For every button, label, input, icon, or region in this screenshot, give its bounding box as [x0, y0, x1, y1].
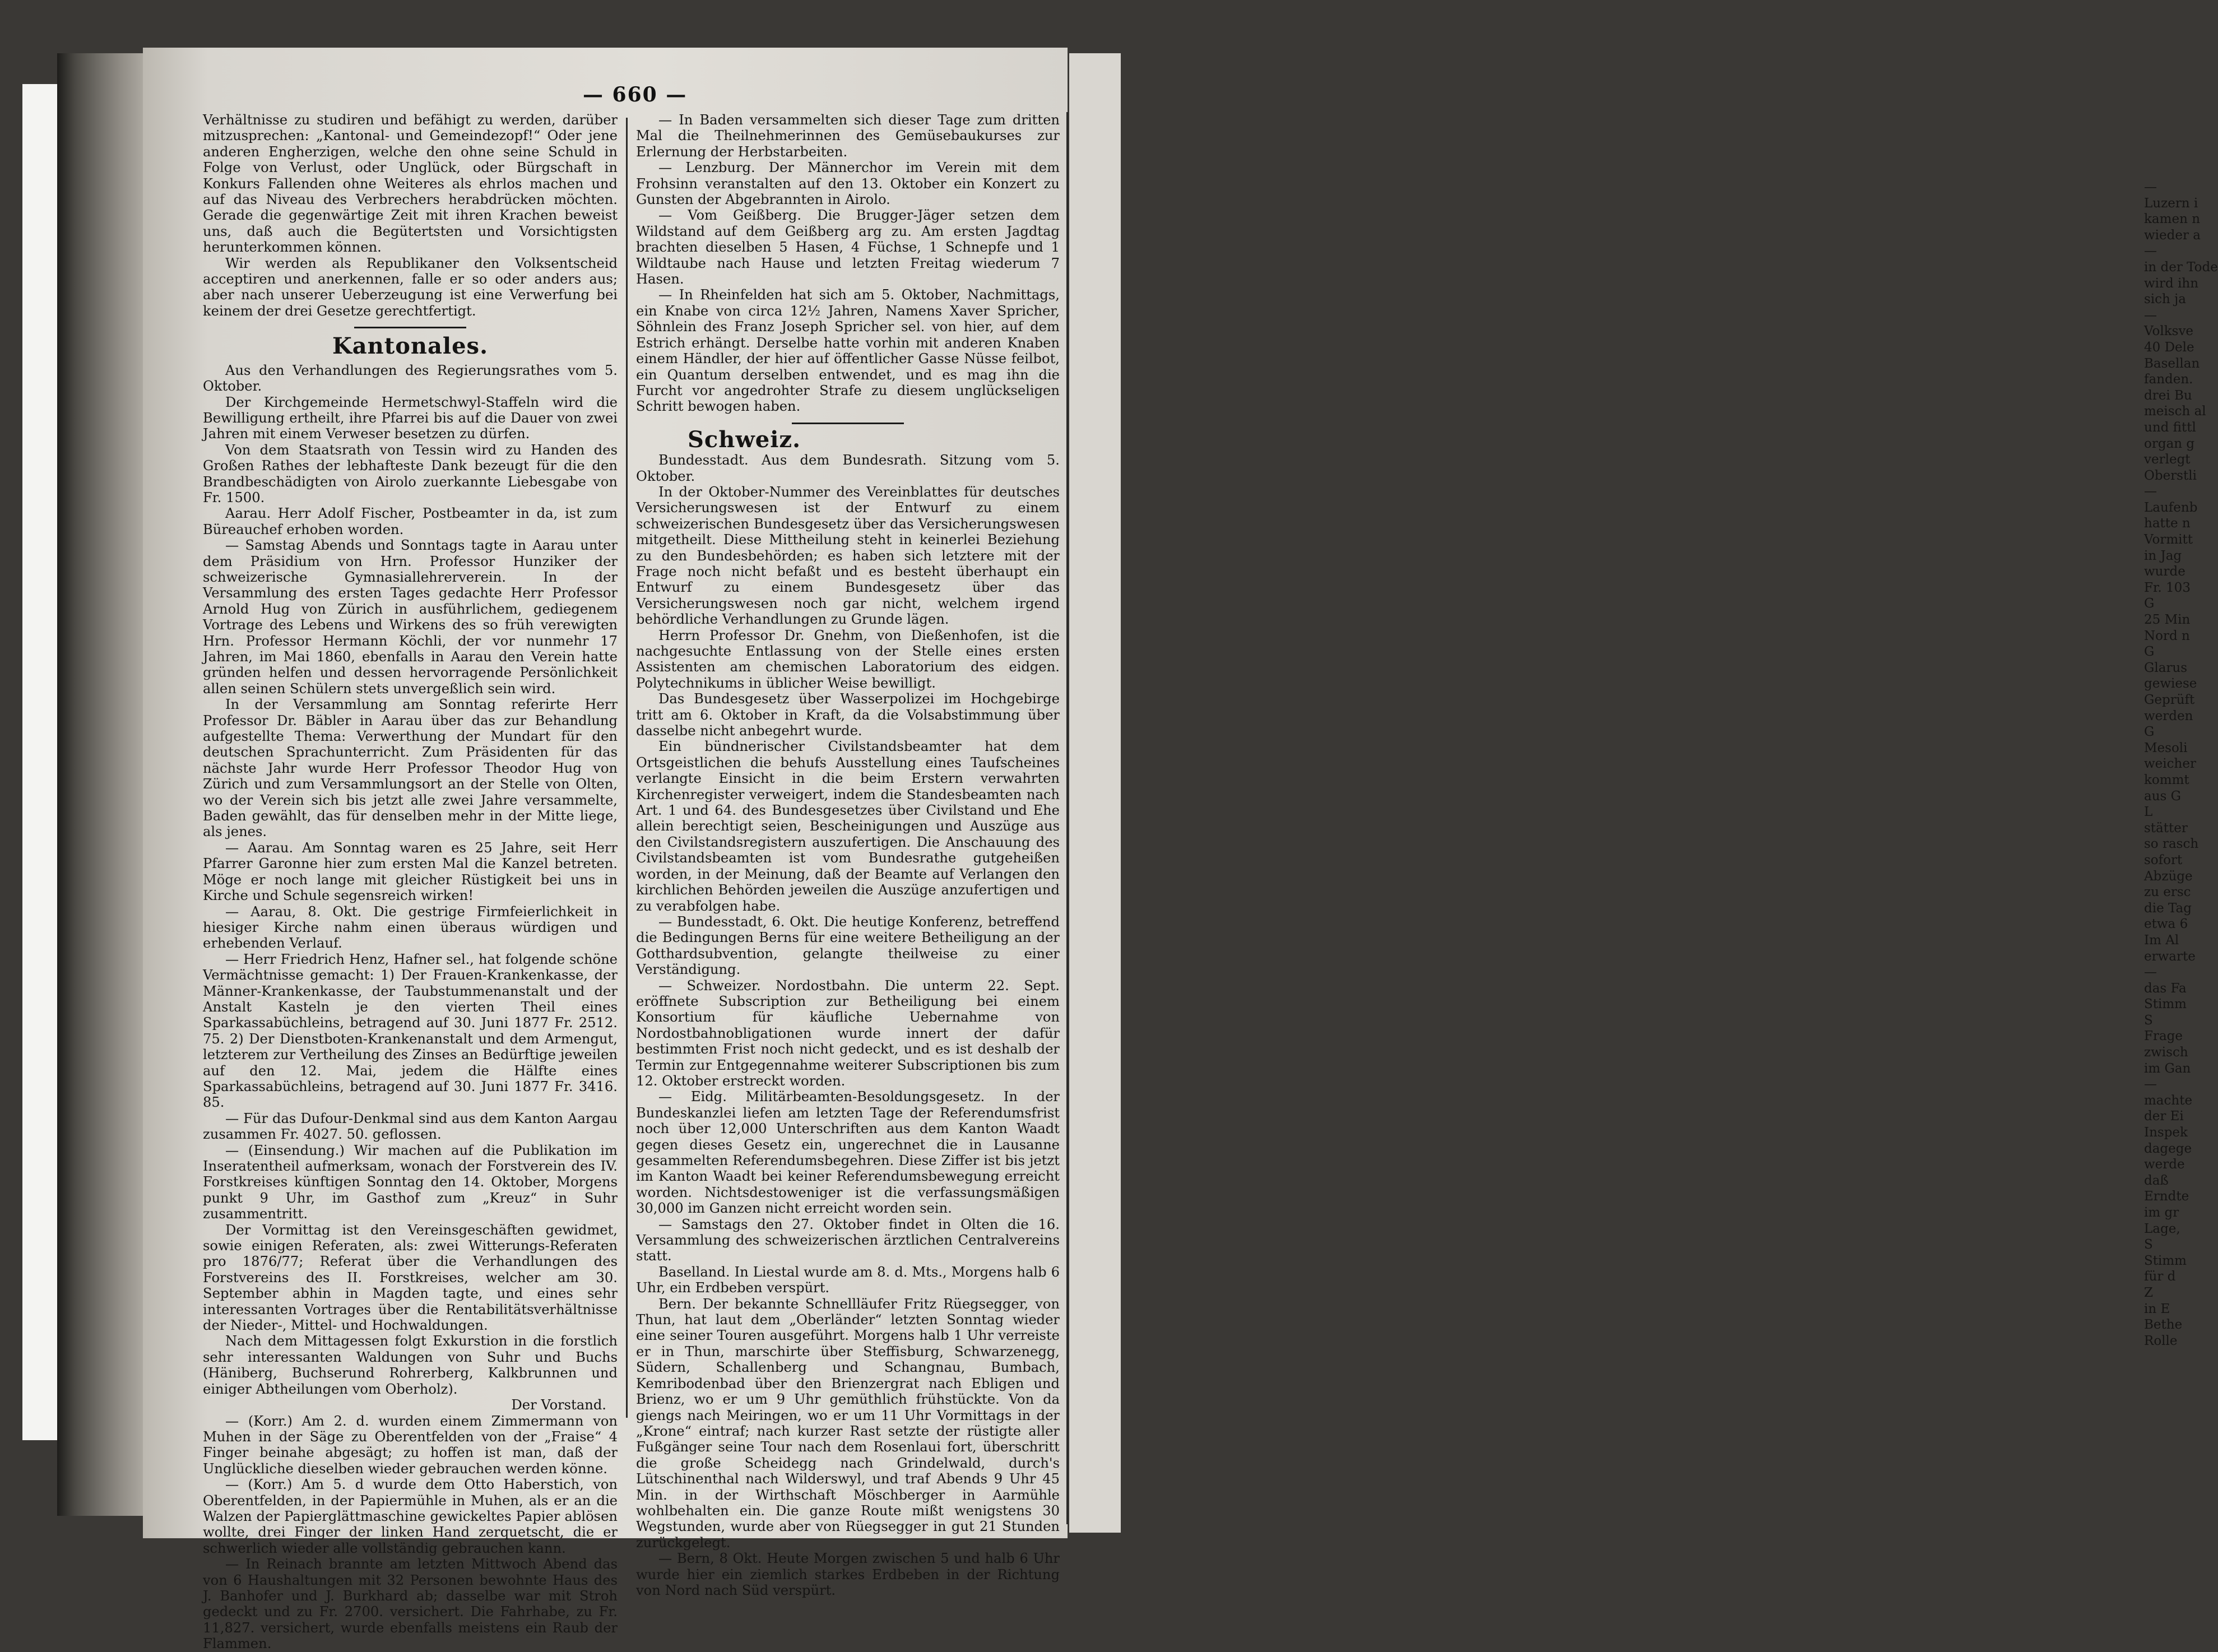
adjacent-line: — [2144, 965, 2157, 980]
adjacent-line: zwisch [2144, 1045, 2188, 1060]
section-heading-schweiz: Schweiz. [688, 426, 801, 453]
page-number: — 660 — [583, 83, 688, 106]
adjacent-line: — [2144, 180, 2157, 194]
article-paragraph: Aus den Verhandlungen des Regierungsrathes vom 5. Oktober. [203, 362, 618, 395]
adjacent-line: — [2144, 484, 2157, 499]
adjacent-page-column [2144, 179, 2218, 1349]
adjacent-line: die Tag [2144, 901, 2192, 916]
article-paragraph: Der Kirchgemeinde Hermetschwyl-Staffeln wird die Bewilligung ertheilt, ihre Pfarrei bis auf die Dauer von zwei Jahren mit einem Verweser besetzen zu dürfen. [203, 394, 618, 442]
adjacent-line: weicher [2144, 757, 2196, 772]
adjacent-line: so rasch [2144, 837, 2199, 852]
adjacent-line: hatte n [2144, 516, 2191, 531]
kantonales-articles [203, 363, 618, 1397]
adjacent-line: — [2144, 1077, 2157, 1092]
adjacent-line: stätter [2144, 820, 2188, 836]
adjacent-line: Bethe [2144, 1317, 2183, 1333]
adjacent-line: meisch al [2144, 404, 2206, 419]
article-paragraph: Aarau. Herr Adolf Fischer, Postbeamter in da, ist zum Büreauchef erhoben worden. [203, 505, 618, 537]
adjacent-line: der Ei [2144, 1109, 2184, 1124]
adjacent-line: werden [2144, 708, 2193, 723]
adjacent-line: Luzern i [2144, 196, 2198, 211]
section-separator [354, 327, 466, 328]
adjacent-line: L [2144, 805, 2153, 820]
article-paragraph: — Eidg. Militärbeamten-Besoldungsgesetz. In der Bundeskanzlei liefen am letzten Tage der Referendumsfrist noch über 12,000 Unterschriften aus dem Kanton Waadt gegen dieses Gesetz ein, ungerechnet die in Lausanne gesammelten Referendumsbegehren. Diese Ziffer ist bis jetzt im Kanton Waadt bei keiner Referendumsbewegung erreicht worden. Nichtsdestoweniger ist die verfassungsmäßigen 30,000 im Ganzen nicht erreicht worden sein. [636, 1089, 1060, 1217]
right-column [636, 112, 1060, 1598]
article-paragraph: — Für das Dufour-Denkmal sind aus dem Kanton Aargau zusammen Fr. 4027. 50. geflossen. [203, 1110, 618, 1143]
article-paragraph: — (Korr.) Am 5. d wurde dem Otto Haberstich, von Oberentfelden, in der Papiermühle in Muhen, als er an die Walzen der Papierglättmaschine gewickeltes Papier ablösen wollte, drei Finger der linken Hand zerquetscht, die er schwerlich wieder alle vollständig gebrauchen kann. [203, 1477, 618, 1556]
adjacent-line: für d [2144, 1269, 2176, 1284]
adjacent-line: Stimm [2144, 1253, 2187, 1268]
adjacent-line: zu ersc [2144, 885, 2191, 900]
intro-paragraph-2: Wir werden als Republikaner den Volksentscheid acceptiren und anerkennen, falle er so oder anders aus; aber nach unserer Ueberzeugung ist eine Verwerfung bei keinem der drei Gesetze gerechtfertigt. [203, 255, 618, 319]
adjacent-line: Vormitt [2144, 532, 2193, 547]
adjacent-line: Volksve [2144, 324, 2194, 339]
article-paragraph: — Samstag Abends und Sonntags tagte in Aarau unter dem Präsidium von Hrn. Professor Hunziker der schweizerische Gymnasiallehrerverein. In der Versammlung des ersten Tages gedachte Herr Professor Arnold Hug von Zürich in ausführlichem, gediegenem Vortrage des Lebens und Wirkens des so früh verewigten Hrn. Professor Hermann Köchli, der vor nunmehr 17 Jahren, im Mai 1860, ebenfalls in Aarau den Verein hatte gründen helfen und dessen hervorragende Persönlichkeit allen seinen Schülern stets unvergeßlich sein wird. [203, 537, 618, 697]
adjacent-line: erwarte [2144, 949, 2196, 964]
adjacent-line: S [2144, 1237, 2153, 1252]
adjacent-line: daß [2144, 1173, 2169, 1188]
adjacent-line: gewiese [2144, 676, 2197, 692]
article-paragraph: — Lenzburg. Der Männerchor im Verein mit dem Frohsinn veranstalten auf den 13. Oktober ein Konzert zu Gunsten der Abgebrannten in Airolo. [636, 160, 1060, 208]
article-paragraph: Bundesstadt. Aus dem Bundesrath. Sitzung vom 5. Oktober. [636, 452, 1060, 484]
adjacent-line: Stimm [2144, 997, 2187, 1012]
book-spine [57, 53, 147, 1516]
article-paragraph: Ein bündnerischer Civilstandsbeamter hat dem Ortsgeistlichen die behufs Ausstellung eines Taufscheines verlangte Einsicht in die beim Erstern verwahrten Kirchenregister verweigert, indem die Standesbeamten nach Art. 1 und 64. des Bundesgesetzes über Civilstand und Ehe allein berechtigt seien, Bescheinigungen und Auszüge aus den Civilstandsregistern auszufertigen. Die Anschauung des Civilstandsbeamten ist vom Bundesrathe gutgeheißen worden, in der Meinung, daß der Beamte auf Verlangen den kirchlichen Behörden jeweilen die Auszüge anzufertigen und zu verabfolgen habe. [636, 739, 1060, 914]
adjacent-page [1069, 53, 2218, 1533]
adjacent-line: kamen n [2144, 212, 2201, 227]
adjacent-line: wieder a [2144, 228, 2201, 243]
article-paragraph: — Bundesstadt, 6. Okt. Die heutige Konferenz, betreffend die Bedingungen Berns für eine weitere Betheiligung an der Gotthardsubvention, gelangte theilweise zu einer Verständigung. [636, 913, 1060, 978]
article-paragraph: — Herr Friedrich Henz, Hafner sel., hat folgende schöne Vermächtnisse gemacht: 1) Der Frauen-Krankenkasse, der Männer-Krankenkasse, der Taubstummenanstalt und der Anstalt Kasteln je den vierten Theil eines Sparkassabüchleins, betragend auf 30. Juni 1877 Fr. 2512. 75. 2) Der Dienstboten-Krankenanstalt und dem Armengut, letzterem zur Vertheilung des Zinses an Bedürftige jeweilen auf den 12. Mai, jedem die Hälfte eines Sparkassabüchleins, betragend auf 30. Juni 1877 Fr. 3416. 85. [203, 951, 618, 1111]
adjacent-line: Z [2144, 1285, 2153, 1300]
adjacent-line: sofort [2144, 852, 2183, 867]
adjacent-line: Inspek [2144, 1125, 2188, 1140]
adjacent-line: Fr. 103 [2144, 580, 2191, 595]
article-paragraph: — (Einsendung.) Wir machen auf die Publikation im Inseratentheil aufmerksam, wonach der Forstverein des IV. Forstkreises künftigen Sonntag den 14. Oktober, Morgens punkt 9 Uhr, im Gasthof zum „Kreuz“ in Suhr zusammentritt. [203, 1142, 618, 1222]
adjacent-line: Basellan [2144, 356, 2200, 371]
adjacent-line: — [2144, 308, 2157, 323]
article-signature: Der Vorstand. [511, 1397, 606, 1413]
article-paragraph: — Vom Geißberg. Die Brugger-Jäger setzen dem Wildstand auf dem Geißberg arg zu. Am ersten Jagdtag brachten dieselben 5 Hasen, 4 Füchse, 1 Schnepfe und 1 Wildtaube nach Hause und letzten Freitag wiederum 7 Hasen. [636, 207, 1060, 287]
column-rule-right [1066, 112, 1068, 1524]
adjacent-line: werde [2144, 1157, 2185, 1172]
left-column [203, 112, 618, 1652]
adjacent-line: Glarus [2144, 660, 2188, 675]
adjacent-line: Mesoli [2144, 740, 2188, 755]
adjacent-line: etwa 6 [2144, 917, 2188, 932]
section-separator-2 [792, 423, 904, 424]
article-paragraph: Nach dem Mittagessen folgt Exkurstion in die forstlich sehr interessanten Waldungen von Suhr und Buchs (Häniberg, Buchserund Rohrerberg, Kalkbrunnen und einiger Abtheilungen vom Oberholz). [203, 1333, 618, 1397]
adjacent-line: wurde [2144, 564, 2185, 579]
scan-background-strip [22, 84, 57, 1440]
article-paragraph: — (Korr.) Am 2. d. wurden einem Zimmermann von Muhen in der Säge zu Oberentfelden von der „Fraise“ 4 Finger beinahe abgesägt; zu hoffen ist man, daß der Unglückliche dieselben wieder gebrauchen werden könne. [203, 1413, 618, 1477]
adjacent-line: drei Bu [2144, 388, 2192, 403]
article-paragraph: — In Reinach brannte am letzten Mittwoch Abend das von 6 Haushaltungen mit 32 Personen bewohnte Haus des J. Banhofer und J. Burkhard ab; dasselbe war mit Stroh gedeckt und zu Fr. 2700. versichert. Die Fahrhabe, zu Fr. 11,827. versichert, wurde ebenfalls meistens ein Raub der Flammen. [203, 1556, 618, 1652]
adjacent-line: G [2144, 725, 2155, 740]
adjacent-line: fanden. [2144, 372, 2193, 387]
article-paragraph: Bern. Der bekannte Schnellläufer Fritz Rüegsegger, von Thun, hat laut dem „Oberländer“ letzten Sonntag wieder eine seiner Touren ausgeführt. Morgens halb 1 Uhr verreiste er in Thun, marschirte über Steffisburg, Schwarzenegg, Südern, Schallenberg und Schangnau, Bumbach, Kemribodenbad über den Brienzergrat nach Ebligen und Brienz, wo er um 9 Uhr gemüthlich frühstückte. Von da giengs nach Meiringen, wo er um 11 Uhr Vormittags in der „Krone“ eintraf; nach kurzer Rast setzte der rüstigte aller Fußgänger seine Tour nach dem Rosenlaui fort, überschritt die große Scheidegg nach Grindelwald, durch's Lütschinenthal nach Wilderswyl, und traf Abends 9 Uhr 45 Min. in der Wirthschaft Möschberger in Aarmühle wohlbehalten ein. Die ganze Route mißt wenigstens 30 Wegstunden, wurde aber von Rüegsegger in gut 21 Stunden zurückgelegt. [636, 1296, 1060, 1551]
adjacent-line: Nord n [2144, 628, 2190, 643]
adjacent-line: im Gan [2144, 1061, 2191, 1076]
intro-paragraph: Verhältnisse zu studiren und befähigt zu werden, darüber mitzusprechen: „Kantonal- und Gemeindezopf!“ Oder jene anderen Engherzigen, welche den ohne seine Schuld in Folge von Verlust, oder Unglück, oder Bürgschaft in Konkurs Fallenden ohne Weiteres als ehrlos machen und auf das Niveau des Verbrechers herabdrücken möchten. Gerade die gegenwärtige Zeit mit ihren Krachen beweist uns, daß auch die Begütertsten und Vorsichtigsten herunterkommen können. [203, 112, 618, 256]
article-paragraph: Das Bundesgesetz über Wasserpolizei im Hochgebirge tritt am 6. Oktober in Kraft, da die Volsabstimmung über dasselbe nicht anbegehrt wurde. [636, 691, 1060, 739]
adjacent-line: in Jag [2144, 548, 2182, 563]
adjacent-line: machte [2144, 1093, 2193, 1108]
adjacent-line: Geprüft [2144, 693, 2195, 707]
article-paragraph: Baselland. In Liestal wurde am 8. d. Mts., Morgens halb 6 Uhr, ein Erdbeben verspürt. [636, 1264, 1060, 1296]
article-paragraph: — Aarau, 8. Okt. Die gestrige Firmfeierlichkeit in hiesiger Kirche nahm einen überaus würdigen und erhebenden Verlauf. [203, 903, 618, 952]
kantonales-articles-2 [203, 1413, 618, 1652]
adjacent-line: in E [2144, 1301, 2170, 1316]
adjacent-line: Abzüge [2144, 869, 2193, 884]
article-paragraph: In der Oktober-Nummer des Vereinblattes für deutsches Versicherungswesen ist der Entwurf zu einem schweizerischen Bundesgesetz über das Versicherungswesen mitgetheilt. Diese Mittheilung steht in keinerlei Beziehung zu den Bundesbehörden; es haben sich letztere mit der Frage noch nicht befaßt und es besteht überhaupt ein Entwurf zu einem Bundesgesetz über das Versicherungswesen noch gar nicht, welchem irgend behördliche Verhandlungen zu Grunde lägen. [636, 484, 1060, 628]
article-paragraph: Von dem Staatsrath von Tessin wird zu Handen des Großen Rathes der lebhafteste Dank bezeugt für die den Brandbeschädigten von Airolo zuerkannte Liebesgabe von Fr. 1500. [203, 442, 618, 505]
article-paragraph: — Samstags den 27. Oktober findet in Olten die 16. Versammlung des schweizerischen ärztlichen Centralvereins statt. [636, 1216, 1060, 1264]
adjacent-line: Lage, [2144, 1221, 2180, 1236]
article-paragraph: Herrn Professor Dr. Gnehm, von Dießenhofen, ist die nachgesuchte Entlassung von der Stelle eines ersten Assistenten am chemischen Laboratorium des eidgen. Polytechnikums in üblicher Weise bewilligt. [636, 627, 1060, 691]
adjacent-line: Rolle [2144, 1333, 2178, 1348]
adjacent-line: das Fa [2144, 981, 2187, 996]
adjacent-line: Erndte [2144, 1189, 2189, 1204]
adjacent-line: 25 Min [2144, 612, 2191, 628]
article-paragraph: — In Baden versammelten sich dieser Tage zum dritten Mal die Theilnehmerinnen des Gemüsebaukurses zur Erlernung der Herbstarbeiten. [636, 112, 1060, 160]
adjacent-line: Frage [2144, 1029, 2183, 1044]
adjacent-line: Oberstli [2144, 468, 2197, 483]
adjacent-line: S [2144, 1013, 2153, 1028]
article-paragraph: Der Vormittag ist den Vereinsgeschäften gewidmet, sowie einigen Referaten, als: zwei Witterungs-Referaten pro 1876/77; Referat über die Verhandlungen des Forstvereins des II. Forstkreises, welcher am 30. September abhin in Magden tagte, und eines sehr interessanten Vortrages über die Rentabilitätsverhältnisse der Nieder-, Mittel- und Hochwaldungen. [203, 1222, 618, 1334]
article-paragraph: — Bern, 8 Okt. Heute Morgen zwischen 5 und halb 6 Uhr wurde hier ein ziemlich starkes Erdbeben in der Richtung von Nord nach Süd verspürt. [636, 1551, 1060, 1598]
adjacent-line: G [2144, 596, 2155, 611]
article-paragraph: In der Versammlung am Sonntag referirte Herr Professor Dr. Bäbler in Aarau über das zur Behandlung aufgestellte Thema: Verwerthung der Mundart für den deutschen Sprachunterricht. Zum Präsidenten für das nächste Jahr wurde Herr Professor Theodor Hug von Zürich und zum Versammlungsort an der Stelle von Olten, wo der Verein sich bis jetzt alle zwei Jahre versammelte, Baden gewählt, das für denselben mehr in der Mitte liege, als jenes. [203, 697, 618, 840]
section-heading-kantonales: Kantonales. [332, 333, 488, 360]
adjacent-line: im gr [2144, 1205, 2179, 1220]
adjacent-line: wird ihn [2144, 276, 2199, 291]
adjacent-line: und fittl [2144, 420, 2196, 435]
adjacent-line: Im Al [2144, 932, 2179, 948]
adjacent-line: G [2144, 644, 2155, 660]
adjacent-line: — [2144, 244, 2157, 259]
adjacent-line: dagege [2144, 1141, 2192, 1156]
adjacent-line: in der Tode [2144, 259, 2218, 275]
article-paragraph: — Schweizer. Nordostbahn. Die unterm 22. Sept. eröffnete Subscription zur Betheiligung bei einem Konsortium für käufliche Uebernahme von Nordostbahnobligationen wurde innert der dafür bestimmten Frist noch nicht gedeckt, und es ist deshalb der Termin zur Entgegennahme weiterer Subscriptionen bis zum 12. Oktober erstreckt worden. [636, 977, 1060, 1089]
adjacent-line: Laufenb [2144, 500, 2198, 515]
article-paragraph: — Aarau. Am Sonntag waren es 25 Jahre, seit Herr Pfarrer Garonne hier zum ersten Mal die Kanzel betreten. Möge er noch lange mit gleicher Rüstigkeit bei uns in Kirche und Schule segensreich wirken! [203, 839, 618, 904]
aargau-articles [636, 112, 1060, 415]
article-paragraph: — In Rheinfelden hat sich am 5. Oktober, Nachmittags, ein Knabe von circa 12½ Jahren, Namens Xaver Spricher, Söhnlein des Franz Joseph Spricher sel. von hier, auf dem Estrich erhängt. Derselbe hatte vorhin mit anderen Knaben einem Händler, der hier auf öffentlicher Gasse Nüsse feilbot, ein Quantum derselben entwendet, und es mag ihn die Furcht vor angedrohter Strafe zu diesem unglückseligen Schritt bewogen haben. [636, 287, 1060, 415]
adjacent-line: verlegt [2144, 452, 2191, 467]
adjacent-line: 40 Dele [2144, 340, 2194, 355]
adjacent-line: kommt [2144, 772, 2189, 787]
adjacent-line: organ g [2144, 436, 2195, 451]
schweiz-articles [636, 452, 1060, 1598]
adjacent-line: aus G [2144, 788, 2182, 804]
adjacent-line: sich ja [2144, 292, 2187, 307]
column-rule-center [626, 118, 628, 1418]
